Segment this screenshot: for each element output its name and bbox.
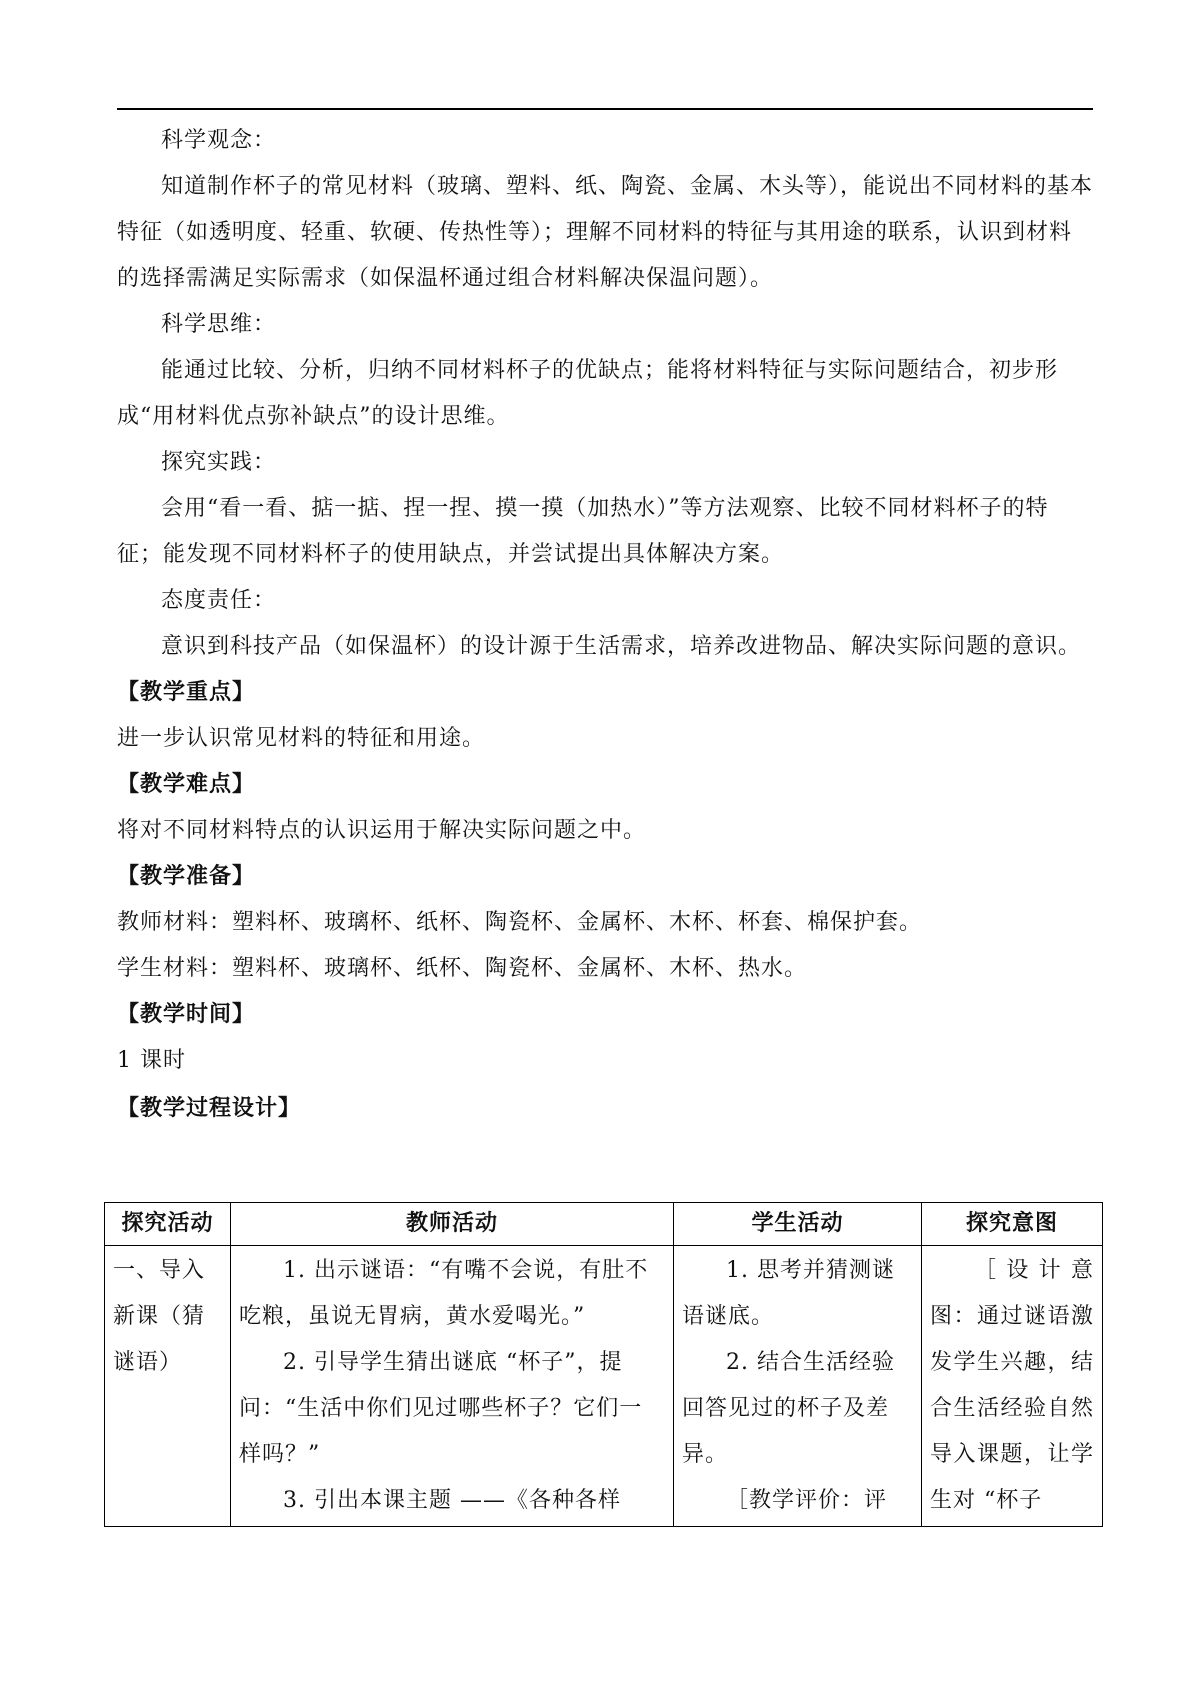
design-intent: ［设计意图：通过谜语激发学生兴趣，结合生活经验自然导入课题，让学生对 “杯子	[930, 1258, 1094, 1513]
teacher-step-1: 1. 出示谜语：“有嘴不会说，有肚不吃粮，虽说无胃病，黄水爱喝光。”	[239, 1258, 649, 1329]
practice-text: 会用“看一看、掂一掂、捏一捏、摸一摸（加热水）”等方法观察、比较不同材料杯子的特征；能发现不同材料杯子的使用缺点，并尝试提出具体解决方案。	[117, 496, 1049, 567]
teacher-step-3: 3. 引出本课主题 ——《各种各样	[283, 1488, 621, 1513]
concept-label: 科学观念：	[161, 128, 277, 153]
concept-text: 知道制作杯子的常见材料（玻璃、塑料、纸、陶瓷、金属、木头等），能说出不同材料的基本特征（如透明度、轻重、软硬、传热性等）；理解不同材料的特征与其用途的联系，认识到材料的选择需满足实际需求（如保温杯通过组合材料解决保温问题）。	[117, 174, 1094, 291]
difficulty-text: 将对不同材料特点的认识运用于解决实际问题之中。	[117, 818, 647, 843]
attitude-label: 态度责任：	[161, 588, 277, 613]
preparation-heading: 【教学准备】	[117, 864, 256, 889]
column-header-student: 学生活动	[674, 1203, 922, 1246]
key-point-text: 进一步认识常见材料的特征和用途。	[117, 726, 486, 751]
thinking-text: 能通过比较、分析，归纳不同材料杯子的优缺点；能将材料特征与实际问题结合，初步形成“用材料优点弥补缺点”的设计思维。	[117, 358, 1059, 429]
activity-text: 一、导入新课（猜谜语）	[113, 1258, 206, 1375]
time-text: 1 课时	[117, 1048, 186, 1073]
teacher-materials: 教师材料：塑料杯、玻璃杯、纸杯、陶瓷杯、金属杯、木杯、杯套、棉保护套。	[117, 910, 923, 935]
student-activity-cell	[674, 1246, 922, 1527]
header-rule	[117, 108, 1093, 110]
time-heading: 【教学时间】	[117, 1002, 256, 1027]
thinking-label: 科学思维：	[161, 312, 277, 337]
student-evaluation: ［教学评价：评	[726, 1488, 888, 1513]
difficulty-heading: 【教学难点】	[117, 772, 256, 797]
document-body	[117, 118, 1093, 1132]
student-materials: 学生材料：塑料杯、玻璃杯、纸杯、陶瓷杯、金属杯、木杯、热水。	[117, 956, 808, 981]
column-header-teacher: 教师活动	[231, 1203, 674, 1246]
attitude-text: 意识到科技产品（如保温杯）的设计源于生活需求，培养改进物品、解决实际问题的意识。	[161, 634, 1082, 659]
process-heading: 【教学过程设计】	[117, 1096, 302, 1121]
key-point-heading: 【教学重点】	[117, 680, 256, 705]
teacher-step-2: 2. 引导学生猜出谜底 “杯子”，提问：“生活中你们见过哪些杯子？它们一样吗？”	[239, 1350, 643, 1467]
column-header-activity: 探究活动	[105, 1203, 231, 1246]
student-step-2: 2. 结合生活经验回答见过的杯子及差异。	[682, 1350, 895, 1467]
teacher-activity-cell	[231, 1246, 674, 1527]
table-row	[105, 1246, 1103, 1527]
practice-label: 探究实践：	[161, 450, 277, 475]
intent-cell	[922, 1246, 1103, 1527]
student-step-1: 1. 思考并猜测谜语谜底。	[682, 1258, 895, 1329]
column-header-intent: 探究意图	[922, 1203, 1103, 1246]
table-header-row	[105, 1203, 1103, 1246]
process-table	[104, 1202, 1103, 1527]
activity-cell	[105, 1246, 231, 1527]
